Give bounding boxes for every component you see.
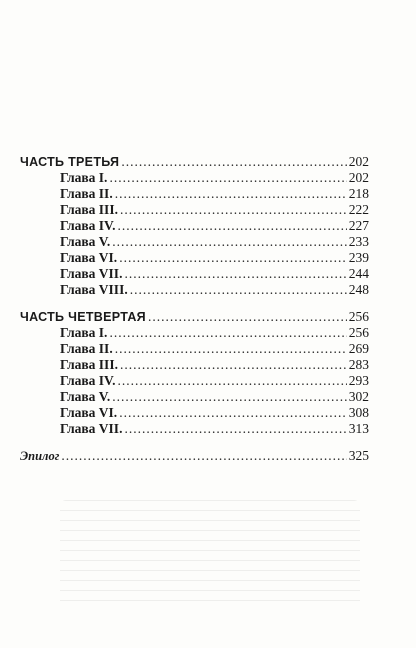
leader-dots — [117, 218, 346, 234]
chapter-label: Глава VIII. — [60, 282, 128, 297]
page-number: 269 — [348, 341, 369, 356]
chapter-label: Глава VII. — [60, 266, 123, 281]
toc-chapter[interactable] — [60, 170, 369, 186]
leader-dots — [109, 170, 346, 186]
toc-chapter[interactable] — [60, 421, 369, 437]
leader-dots — [115, 186, 347, 202]
leader-dots — [148, 309, 347, 325]
toc-chapter[interactable] — [60, 234, 369, 250]
page-number: 239 — [348, 250, 369, 265]
leader-dots — [109, 325, 346, 341]
page-number: 283 — [348, 357, 369, 372]
toc-chapter[interactable] — [60, 373, 369, 389]
leader-dots — [120, 202, 347, 218]
leader-dots — [119, 405, 347, 421]
chapter-label: Глава III. — [60, 202, 118, 217]
toc-part-4[interactable] — [20, 309, 369, 325]
leader-dots — [61, 448, 346, 464]
toc-chapter[interactable] — [60, 282, 369, 298]
chapter-label: Глава I. — [60, 325, 108, 340]
chapter-label: Глава VI. — [60, 405, 118, 420]
leader-dots — [124, 421, 346, 437]
leader-dots — [130, 282, 347, 298]
part-title: ЧАСТЬ ТРЕТЬЯ — [20, 155, 120, 169]
page-number: 218 — [348, 186, 369, 201]
toc-epilogue[interactable] — [20, 448, 369, 464]
page-number: 248 — [348, 282, 369, 297]
page-number: 256 — [348, 309, 369, 324]
epilogue-title: Эпилог — [20, 449, 60, 463]
chapter-label: Глава III. — [60, 357, 118, 372]
chapter-label: Глава II. — [60, 341, 113, 356]
page-number: 302 — [348, 389, 369, 404]
toc-chapter[interactable] — [60, 250, 369, 266]
leader-dots — [112, 389, 347, 405]
chapter-label: Глава II. — [60, 186, 113, 201]
toc-chapter[interactable] — [60, 341, 369, 357]
toc-chapter[interactable] — [60, 186, 369, 202]
page-number: 256 — [348, 325, 369, 340]
chapter-label: Глава V. — [60, 234, 111, 249]
chapter-label: Глава V. — [60, 389, 111, 404]
page-number: 233 — [348, 234, 369, 249]
page-number: 313 — [348, 421, 369, 436]
page-number: 325 — [348, 448, 369, 463]
chapter-label: Глава IV. — [60, 218, 116, 233]
page-number: 202 — [348, 170, 369, 185]
bleed-through-texture — [60, 500, 360, 610]
page-number: 227 — [348, 218, 369, 233]
toc-chapter[interactable] — [60, 325, 369, 341]
leader-dots — [121, 154, 346, 170]
leader-dots — [112, 234, 347, 250]
chapter-label: Глава I. — [60, 170, 108, 185]
leader-dots — [117, 373, 346, 389]
page-number: 222 — [348, 202, 369, 217]
toc-chapter[interactable] — [60, 266, 369, 282]
leader-dots — [115, 341, 347, 357]
toc-chapter[interactable] — [60, 218, 369, 234]
chapter-label: Глава VII. — [60, 421, 123, 436]
toc-chapter[interactable] — [60, 202, 369, 218]
toc-chapter[interactable] — [60, 357, 369, 373]
leader-dots — [120, 357, 347, 373]
page-number: 293 — [348, 373, 369, 388]
toc-chapter[interactable] — [60, 405, 369, 421]
chapter-label: Глава VI. — [60, 250, 118, 265]
page-number: 244 — [348, 266, 369, 281]
toc-part-3[interactable] — [20, 154, 369, 170]
leader-dots — [119, 250, 347, 266]
page-number: 202 — [348, 154, 369, 169]
leader-dots — [124, 266, 346, 282]
chapter-label: Глава IV. — [60, 373, 116, 388]
toc-chapter[interactable] — [60, 389, 369, 405]
page-number: 308 — [348, 405, 369, 420]
part-title: ЧАСТЬ ЧЕТВЕРТАЯ — [20, 310, 146, 324]
